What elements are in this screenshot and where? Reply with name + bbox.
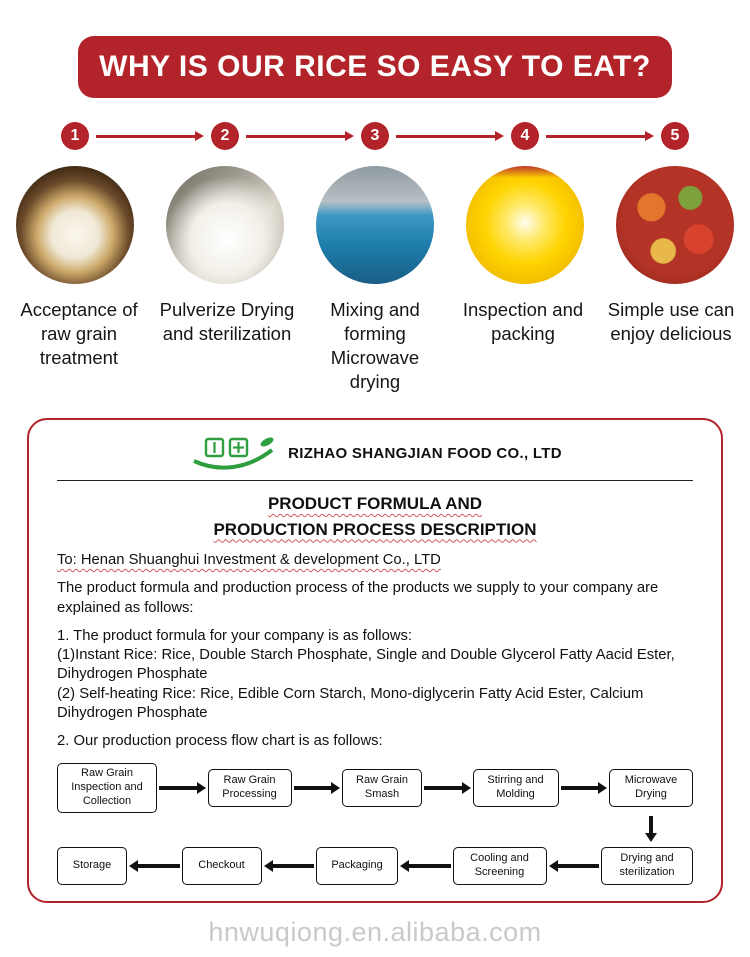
arrow-right-icon [292,782,343,794]
flow-box: Raw Grain Inspection and Collection [57,763,157,812]
flow-box: Stirring and Molding [473,769,559,807]
photo-white-powder [166,166,284,284]
step-caption-3: Mixing and forming Microwave drying [330,299,420,393]
step-number-5: 5 [661,122,689,150]
flow-box: Storage [57,847,127,885]
doc-item2-title: 2. Our production process flow chart is as follows: [57,733,383,750]
doc-item1-line1: (1)Instant Rice: Rice, Double Starch Phosphate, Single and Double Glycerol Fatty Aacid Ester, Dihydrogen Phosphate [57,647,675,683]
arrow-right-icon [157,782,208,794]
flow-box: Microwave Drying [609,769,693,807]
photo-cooked-dish [616,166,734,284]
doc-item1-line2: (2) Self-heating Rice: Rice, Edible Corn Starch, Mono-diglycerin Fatty Acid Ester, Calcium Dihydrogen Phosphate [57,685,644,721]
arrow-right-icon [546,131,654,141]
flow-box: Raw Grain Processing [208,769,292,807]
doc-title-line2: PRODUCTION PROCESS DESCRIPTION [213,519,537,539]
photo-yellow-package [466,166,584,284]
watermark-text: hnwuqiong.en.alibaba.com [208,916,542,947]
flow-row-2 [57,847,693,885]
flow-box: Checkout [182,847,262,885]
process-flowchart [57,763,693,884]
step-photos-row [0,166,750,284]
step-caption-1: Acceptance of raw grain treatment [20,299,138,369]
arrow-right-icon [246,131,354,141]
arrow-left-icon [262,860,317,872]
document-card [27,418,723,902]
doc-item1-title: 1. The product formula for your company is as follows: [57,627,413,644]
company-name: RIZHAO SHANGJIAN FOOD CO., LTD [288,444,562,462]
banner [78,36,672,98]
photo-mixing-machine [316,166,434,284]
doc-item1 [57,627,693,723]
step-numbers-row [0,122,750,150]
step-number-1: 1 [61,122,89,150]
flow-connector-row [57,813,693,847]
banner-title: WHY IS OUR RICE SO EASY TO EAT? [99,50,651,83]
photo-rice-bowl [16,166,134,284]
doc-title [57,491,693,542]
step-number-4: 4 [511,122,539,150]
doc-title-line1: PRODUCT FORMULA AND [267,494,483,514]
doc-intro: The product formula and production process of the products we supply to your company are explained as follows: [57,580,659,616]
step-number-2: 2 [211,122,239,150]
flow-row-1 [57,763,693,812]
arrow-right-icon [96,131,204,141]
arrow-right-icon [422,782,473,794]
step-caption-4: Inspection and packing [462,299,584,345]
arrow-left-icon [127,860,182,872]
flow-box: Packaging [316,847,398,885]
flow-box: Cooling and Screening [453,847,547,885]
arrow-right-icon [559,782,610,794]
step-captions-row [0,298,750,394]
arrow-down-icon [645,816,657,842]
arrow-left-icon [398,860,453,872]
flow-box: Raw Grain Smash [342,769,422,807]
arrow-right-icon [396,131,504,141]
arrow-left-icon [547,860,602,872]
step-caption-2: Pulverize Drying and sterilization [159,299,295,345]
flow-box: Drying and sterilization [601,847,693,885]
step-number-3: 3 [361,122,389,150]
step-caption-5: Simple use can enjoy delicious [607,299,735,345]
doc-to-line: To: Henan Shuanghui Investment & development Co., LTD [57,552,441,569]
letterhead [57,434,693,481]
company-logo-icon [188,434,276,472]
